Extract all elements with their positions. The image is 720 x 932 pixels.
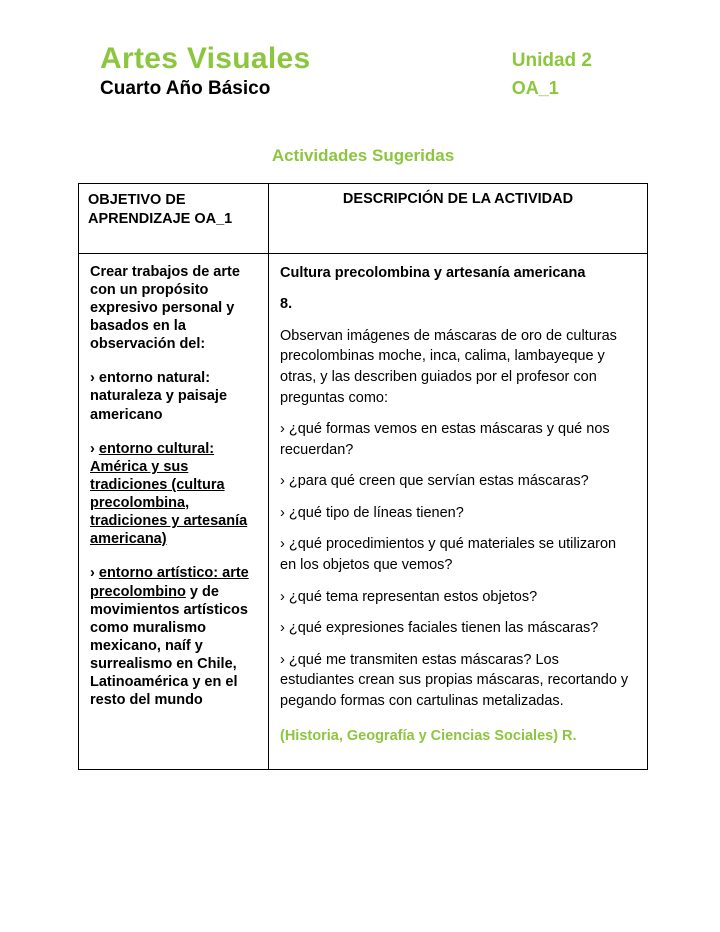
activity-number: 8. (280, 296, 293, 313)
objective-bullet-2 (90, 440, 257, 549)
activity-question-2 (280, 471, 636, 492)
activity-question-2-text: ¿para qué creen que servían estas máscaras? (288, 473, 589, 490)
activity-question-5 (280, 587, 636, 608)
bullet-marker: › (280, 651, 285, 668)
activity-question-3-text: ¿qué tipo de líneas tienen? (288, 504, 464, 521)
activity-question-6 (280, 618, 636, 639)
activity-cross-reference: (Historia, Geografía y Ciencias Sociales) R. (280, 727, 577, 744)
activity-question-7-text: ¿qué me transmiten estas máscaras? Los estudiantes crean sus propias máscaras, recortando y pegando formas con cartulinas metalizadas. (280, 651, 629, 709)
objective-bullet-3-text: y de movimientos artísticos como muralismo mexicano, naíf y surrealismo en Chile, Latinoamérica y en el resto del mundo (90, 583, 248, 709)
objective-bullet-1-text: entorno natural: naturaleza y paisaje americano (90, 370, 228, 423)
activity-question-4-text: ¿qué procedimientos y qué materiales se utilizaron en los objetos que vemos? (280, 536, 617, 574)
table-header-row (79, 184, 648, 254)
bullet-marker: › (280, 536, 285, 553)
header-left (100, 42, 310, 100)
bullet-marker: › (280, 421, 285, 438)
activity-table (78, 183, 648, 770)
unit-label: Unidad 2 (511, 50, 592, 71)
grade-subtitle: Cuarto Año Básico (100, 78, 271, 99)
description-column-header: DESCRIPCIÓN DE LA ACTIVIDAD (269, 184, 648, 254)
activity-cell (269, 253, 648, 769)
activity-question-1-text: ¿qué formas vemos en estas máscaras y qué nos recuerdan? (280, 421, 610, 458)
activity-question-5-text: ¿qué tema representan estos objetos? (288, 588, 538, 605)
objective-bullet-1 (90, 369, 257, 423)
activity-question-1 (280, 419, 636, 460)
activity-heading: Cultura precolombina y artesanía americana (280, 264, 586, 281)
document-header (78, 42, 648, 100)
activity-question-6-text: ¿qué expresiones faciales tienen las máscaras? (288, 620, 599, 637)
objective-cell (79, 253, 269, 769)
bullet-marker: › (280, 588, 285, 605)
activity-question-3 (280, 503, 636, 524)
bullet-marker: › (280, 620, 285, 637)
objective-bullet-3-underlined: entorno artístico: arte precolombino (90, 565, 249, 600)
section-title: Actividades Sugeridas (271, 146, 455, 165)
bullet-marker: › (280, 504, 285, 521)
activity-question-4 (280, 534, 636, 575)
oa-label: OA_1 (511, 78, 559, 98)
header-right (512, 42, 592, 99)
activity-question-7 (280, 650, 636, 712)
bullet-marker: › (90, 440, 95, 457)
bullet-marker: › (280, 473, 285, 490)
bullet-marker: › (90, 370, 95, 387)
objective-intro: Crear trabajos de arte con un propósito expresivo personal y basados en la observación del: (90, 263, 240, 353)
activity-intro: Observan imágenes de máscaras de oro de culturas precolombinas moche, inca, calima, lambayeque y otras, y las describen guiados por el profesor con preguntas como: (280, 327, 617, 406)
objective-bullet-3 (90, 564, 257, 709)
objective-bullet-2-underlined: entorno cultural: América y sus tradiciones (cultura precolombina, tradiciones y artesanía americana) (90, 440, 248, 548)
course-title: Artes Visuales (100, 42, 311, 75)
bullet-marker: › (90, 565, 95, 582)
table-body-row (79, 253, 648, 769)
objective-column-header: OBJETIVO DE APRENDIZAJE OA_1 (79, 184, 269, 254)
